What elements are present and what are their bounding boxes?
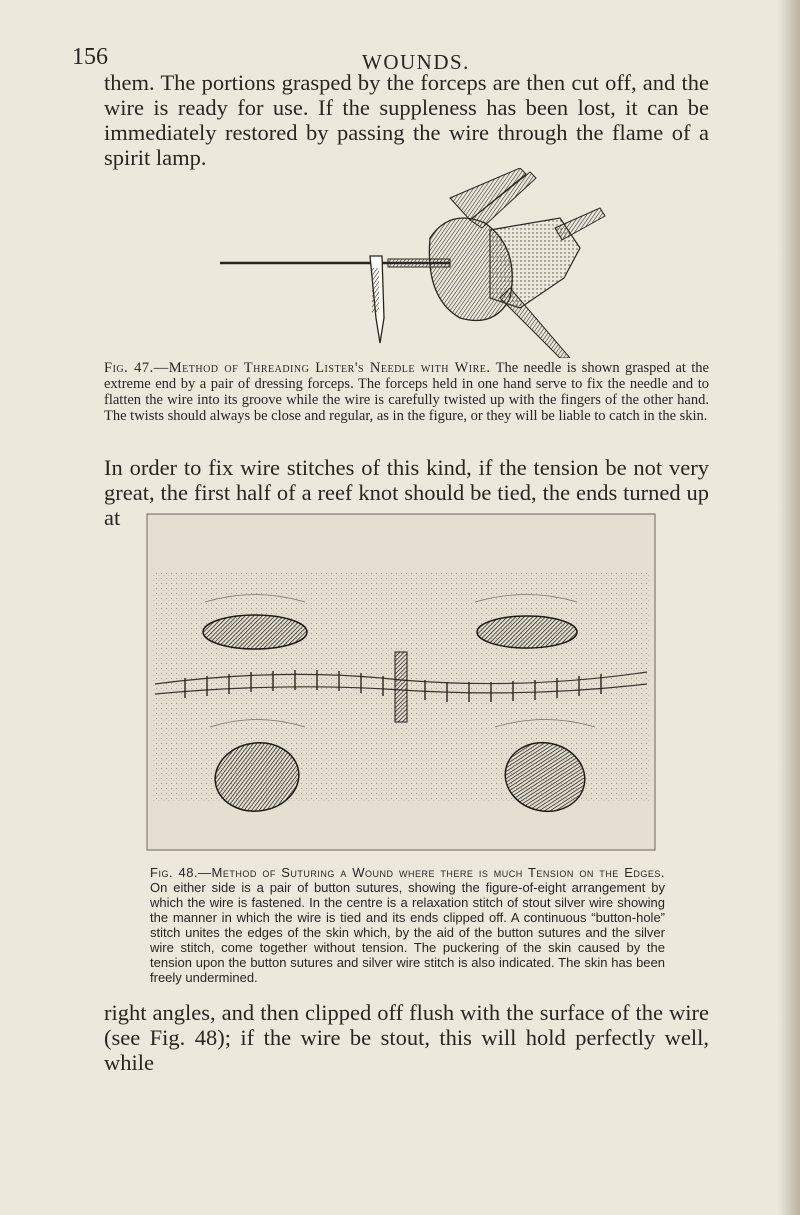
figure-48-label: Fig. 48.—Method of Suturing a Wound where there is much Tension on the Edges. bbox=[150, 865, 665, 880]
page-edge-shadow bbox=[778, 0, 800, 1215]
figure-48-text: On either side is a pair of button sutures, showing the figure-of-eight arrangement by which the wire is fastened. In the centre is a relaxation stitch of stout silver wire showing the manner in which the wire is tied and its ends clipped off. A continuous “button-hole” stitch unites the edges of the skin which, by the aid of the button sutures and the silver wire stitch, come together without tension. The puckering of the skin caused by the tension upon the button sutures and silver wire stitch is also indicated. The skin has been freely undermined. bbox=[150, 880, 665, 985]
paragraph-1: them. The portions grasped by the forceps are then cut off, and the wire is ready for use. If the suppleness has been lost, it can be immediately restored by passing the wire through the flame of a spirit lamp. bbox=[104, 70, 709, 170]
figure-47-illustration bbox=[220, 168, 630, 358]
running-head: WOUNDS. bbox=[362, 50, 470, 74]
figure-47-text: The needle is shown grasped at the extreme end by a pair of dressing forceps. The forceps held in one hand serve to fix the needle and to flatten the wire into its groove while the wire is carefully twisted up with the fingers of the other hand. The twists should always be close and regular, as in the figure, or they will be liable to catch in the skin. bbox=[104, 360, 709, 424]
paragraph-2: In order to fix wire stitches of this kind, if the tension be not very great, the first half of a reef knot should be tied, the ends turned up at bbox=[104, 455, 709, 530]
figure-48-caption bbox=[150, 865, 665, 985]
figure-48-illustration bbox=[145, 512, 657, 852]
page-number: 156 bbox=[72, 44, 108, 70]
figure-47-label: Fig. 47.—Method of Threading Lister's Needle with Wire. bbox=[104, 360, 491, 376]
paragraph-3: right angles, and then clipped off flush with the surface of the wire (see Fig. 48); if the wire be stout, this will hold perfectly well, while bbox=[104, 1000, 709, 1075]
figure-47-caption bbox=[104, 360, 709, 424]
